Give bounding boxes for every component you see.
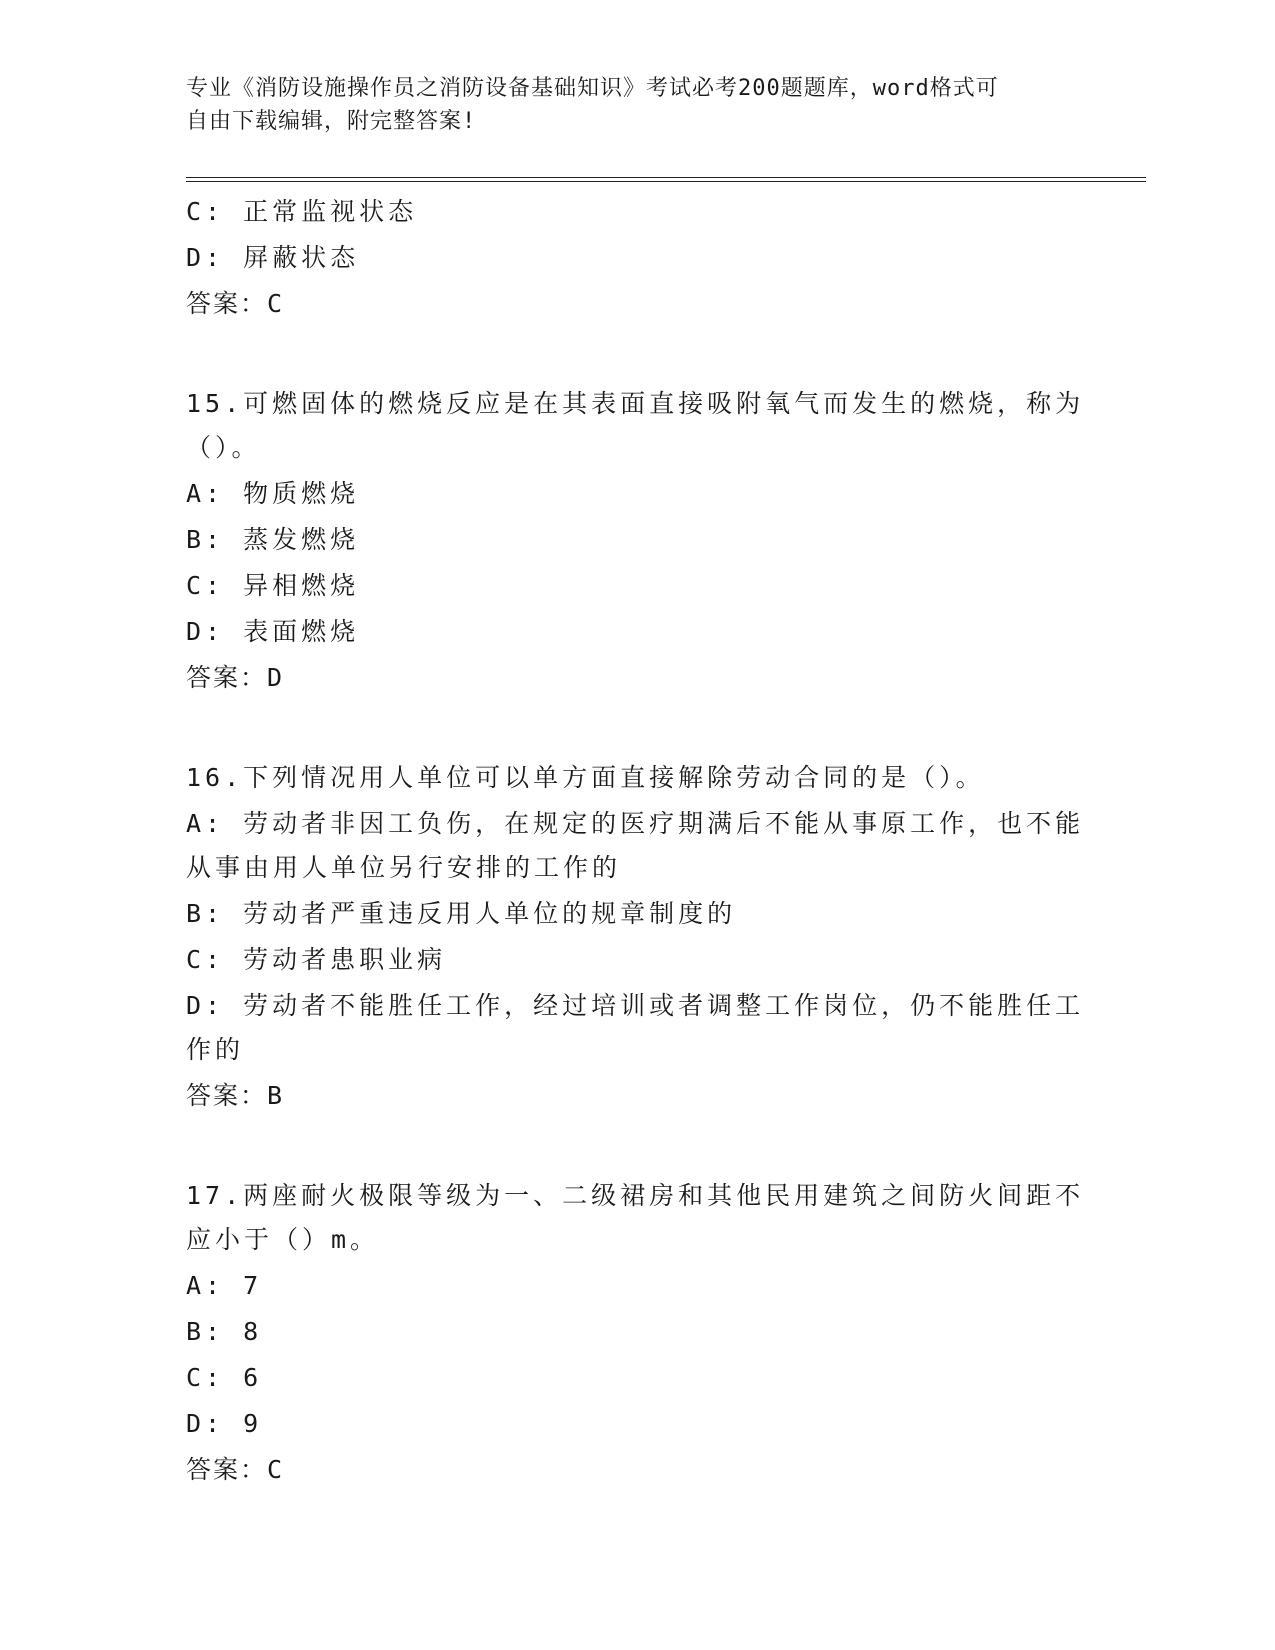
answer-line [186, 289, 1076, 319]
answer-label: 答案： [186, 289, 268, 318]
answer-label: 答案： [186, 1081, 268, 1110]
document-header [186, 72, 1066, 138]
option-b: B: 劳动者严重违反用人单位的规章制度的 [186, 899, 737, 928]
option-c: C: 6 [186, 1363, 263, 1392]
option-d: D: 屏蔽状态 [186, 243, 360, 272]
option-d: D: 表面燃烧 [186, 617, 360, 646]
answer-line [186, 663, 1076, 693]
question-text-line: （）。 [186, 433, 261, 462]
option-c: C: 正常监视状态 [186, 197, 418, 226]
answer-line [186, 1455, 1076, 1485]
answer-value: C [267, 1455, 285, 1484]
option-c: C: 异相燃烧 [186, 571, 360, 600]
question-17 [186, 1181, 1085, 1485]
answer-label: 答案： [186, 663, 268, 692]
answer-value: C [267, 289, 285, 318]
question-list [186, 187, 1085, 1485]
option-d: D: 劳动者不能胜任工作，经过培训或者调整工作岗位，仍不能胜任工 [186, 991, 1085, 1020]
question-text-line: 应小于（）m。 [186, 1225, 380, 1254]
answer-value: D [267, 663, 285, 692]
option-a: A: 物质燃烧 [186, 479, 360, 508]
answer-value: B [267, 1081, 285, 1110]
answer-label: 答案： [186, 1455, 268, 1484]
option-b: B: 8 [186, 1317, 263, 1346]
question-text-line: 16.下列情况用人单位可以单方面直接解除劳动合同的是（）。 [186, 763, 985, 792]
header-line-2: 自由下载编辑，附完整答案! [186, 109, 477, 134]
header-line-1: 专业《消防设施操作员之消防设备基础知识》考试必考200题题库，word格式可 [186, 76, 999, 101]
question-14-continued [186, 197, 1076, 319]
option-a: A: 劳动者非因工负伤，在规定的医疗期满后不能从事原工作，也不能 [186, 809, 1085, 838]
option-d: D: 9 [186, 1409, 263, 1438]
question-15 [186, 389, 1085, 693]
answer-line [186, 1081, 1076, 1111]
option-b: B: 蒸发燃烧 [186, 525, 360, 554]
header-divider-bottom [186, 181, 1146, 182]
option-d-continued: 作的 [186, 1035, 245, 1064]
header-divider-top [186, 177, 1146, 178]
option-a: A: 7 [186, 1271, 263, 1300]
question-16 [186, 763, 1085, 1111]
option-a-continued: 从事由用人单位另行安排的工作的 [186, 853, 622, 882]
question-text-line: 15.可燃固体的燃烧反应是在其表面直接吸附氧气而发生的燃烧，称为 [186, 389, 1085, 418]
option-c: C: 劳动者患职业病 [186, 945, 447, 974]
question-text-line: 17.两座耐火极限等级为一、二级裙房和其他民用建筑之间防火间距不 [186, 1181, 1085, 1210]
